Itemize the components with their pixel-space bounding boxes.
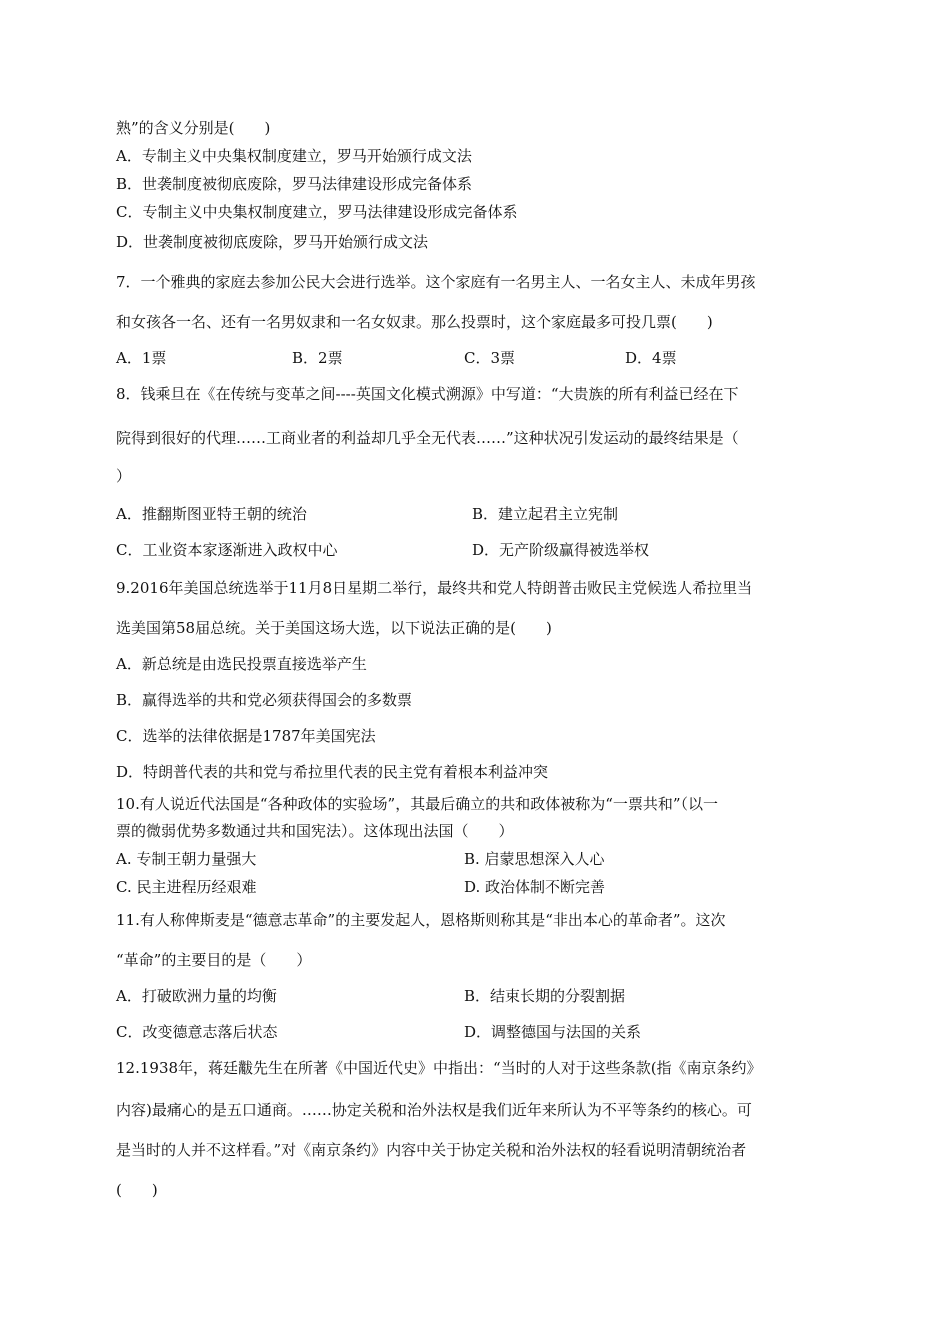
q8-option-a: A．推翻斯图亚特王朝的统治 bbox=[116, 505, 307, 523]
q6-option-b: B．世袭制度被彻底废除，罗马法律建设形成完备体系 bbox=[116, 175, 473, 193]
q11-option-b: B．结束长期的分裂割据 bbox=[464, 987, 626, 1005]
q10-option-c: C. 民主进程历经艰难 bbox=[116, 878, 257, 896]
q11-option-c: C．改变德意志落后状态 bbox=[116, 1023, 278, 1041]
q7-option-c: C．3票 bbox=[464, 349, 516, 367]
q6-stem-tail: 熟”的含义分别是( ) bbox=[116, 119, 271, 137]
q10-option-d: D. 政治体制不断完善 bbox=[464, 878, 606, 896]
q8-option-b: B．建立起君主立宪制 bbox=[472, 505, 619, 523]
q11-option-d: D．调整德国与法国的关系 bbox=[464, 1023, 642, 1041]
q8-option-d: D．无产阶级赢得被选举权 bbox=[472, 541, 650, 559]
q12-stem-line4: ( ) bbox=[116, 1181, 158, 1199]
q12-stem-line1: 12.1938年，蒋廷黻先生在所著《中国近代史》中指出：“当时的人对于这些条款(指《南京条约》 bbox=[116, 1059, 762, 1077]
q11-stem-line1: 11.有人称俾斯麦是“德意志革命”的主要发起人，恩格斯则称其是“非出本心的革命者”。这次 bbox=[116, 911, 726, 929]
q7-option-b: B．2票 bbox=[292, 349, 343, 367]
q8-option-c: C．工业资本家逐渐进入政权中心 bbox=[116, 541, 338, 559]
q7-option-d: D．4票 bbox=[625, 349, 677, 367]
q9-option-d: D．特朗普代表的共和党与希拉里代表的民主党有着根本利益冲突 bbox=[116, 763, 549, 781]
q9-stem-line1: 9.2016年美国总统选举于11月8日星期二举行，最终共和党人特朗普击败民主党候选人希拉里当 bbox=[116, 579, 753, 597]
q9-option-a: A．新总统是由选民投票直接选举产生 bbox=[116, 655, 367, 673]
q8-stem-line3: ） bbox=[116, 467, 132, 485]
q11-stem-line2: “革命”的主要目的是（ ） bbox=[116, 951, 312, 969]
q12-stem-line2: 内容)最痛心的是五口通商。……协定关税和治外法权是我们近年来所认为不平等条约的核心。可 bbox=[116, 1101, 752, 1119]
q6-option-a: A．专制主义中央集权制度建立，罗马开始颁行成文法 bbox=[116, 147, 472, 165]
q7-stem-line1: 7．一个雅典的家庭去参加公民大会进行选举。这个家庭有一名男主人、一名女主人、未成年男孩 bbox=[116, 273, 756, 291]
q6-option-d: D．世袭制度被彻底废除，罗马开始颁行成文法 bbox=[116, 233, 429, 251]
q7-option-a: A．1票 bbox=[116, 349, 167, 367]
q6-option-c: C．专制主义中央集权制度建立，罗马法律建设形成完备体系 bbox=[116, 203, 518, 221]
q8-stem-line2: 院得到很好的代理……工商业者的利益却几乎全无代表……”这种状况引发运动的最终结果是（ bbox=[116, 429, 739, 447]
q11-option-a: A．打破欧洲力量的均衡 bbox=[116, 987, 277, 1005]
q9-stem-line2: 选美国第58届总统。关于美国这场大选，以下说法正确的是( ) bbox=[116, 619, 552, 637]
q10-stem-line2: 票的微弱优势多数通过共和国宪法）。这体现出法国（ ） bbox=[116, 822, 514, 840]
q7-stem-line2: 和女孩各一名、还有一名男奴隶和一名女奴隶。那么投票时，这个家庭最多可投几票( ) bbox=[116, 313, 713, 331]
q12-stem-line3: 是当时的人并不这样看。”对《南京条约》内容中关于协定关税和治外法权的轻看说明清朝统治者 bbox=[116, 1141, 747, 1159]
q10-option-a: A. 专制王朝力量强大 bbox=[116, 850, 257, 868]
q10-option-b: B. 启蒙思想深入人心 bbox=[464, 850, 605, 868]
q10-stem-line1: 10.有人说近代法国是“各种政体的实验场”，其最后确立的共和政体被称为“一票共和”（以一 bbox=[116, 795, 719, 813]
q8-stem-line1: 8．钱乘旦在《在传统与变革之间----英国文化模式溯源》中写道：“大贵族的所有利益已经在下 bbox=[116, 385, 739, 403]
q9-option-b: B．赢得选举的共和党必须获得国会的多数票 bbox=[116, 691, 413, 709]
q9-option-c: C．选举的法律依据是1787年美国宪法 bbox=[116, 727, 376, 745]
